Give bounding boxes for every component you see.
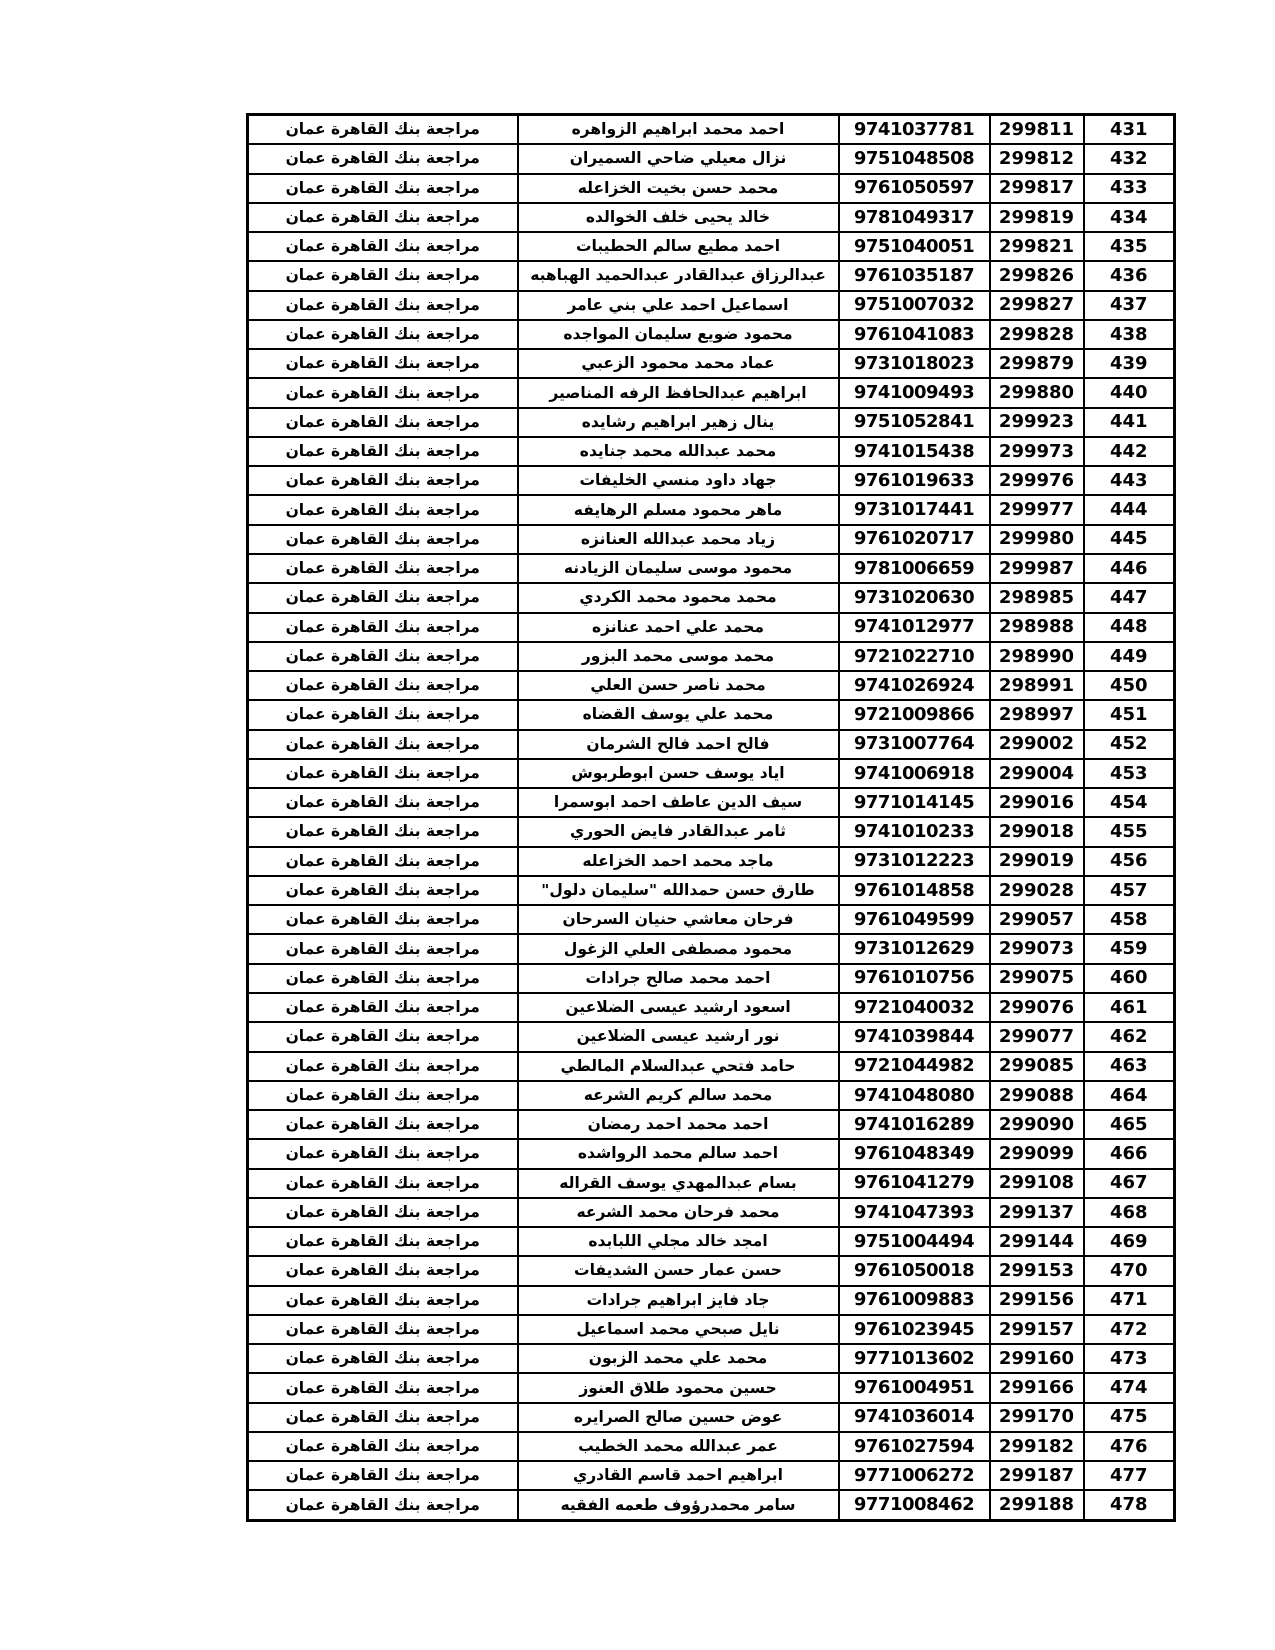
registration-number-cell: 299157: [990, 1315, 1084, 1344]
national-number-cell: 9761041083: [839, 320, 990, 349]
person-name-cell: ابراهيم عبدالحافظ الرفه المناصير: [518, 378, 839, 407]
person-name-cell: ينال زهير ابراهيم رشايده: [518, 408, 839, 437]
table-row: [248, 1227, 1175, 1256]
serial-number-cell: 463: [1084, 1052, 1175, 1081]
bank-review-note-cell: مراجعة بنك القاهرة عمان: [248, 583, 518, 612]
national-number-cell: 9761019633: [839, 466, 990, 495]
registration-number-cell: 298997: [990, 700, 1084, 729]
bank-review-note-cell: مراجعة بنك القاهرة عمان: [248, 495, 518, 524]
serial-number-cell: 431: [1084, 115, 1175, 145]
person-name-cell: نزال معيلي ضاحي السميران: [518, 144, 839, 173]
registration-number-cell: 299821: [990, 232, 1084, 261]
serial-number-cell: 467: [1084, 1169, 1175, 1198]
bank-review-note-cell: مراجعة بنك القاهرة عمان: [248, 1227, 518, 1256]
serial-number-cell: 443: [1084, 466, 1175, 495]
registration-number-cell: 299028: [990, 876, 1084, 905]
serial-number-cell: 433: [1084, 174, 1175, 203]
person-name-cell: عوض حسين صالح الصرايره: [518, 1403, 839, 1432]
serial-number-cell: 436: [1084, 261, 1175, 290]
table-row: [248, 554, 1175, 583]
person-name-cell: عبدالرزاق عبدالقادر عبدالحميد الهباهبه: [518, 261, 839, 290]
registration-number-cell: 299879: [990, 349, 1084, 378]
person-name-cell: فالح احمد فالح الشرمان: [518, 730, 839, 759]
national-number-cell: 9741012977: [839, 613, 990, 642]
serial-number-cell: 470: [1084, 1256, 1175, 1285]
bank-review-note-cell: مراجعة بنك القاهرة عمان: [248, 1344, 518, 1373]
registration-number-cell: 299057: [990, 905, 1084, 934]
registration-number-cell: 299076: [990, 993, 1084, 1022]
table-row: [248, 261, 1175, 290]
bank-review-note-cell: مراجعة بنك القاهرة عمان: [248, 1139, 518, 1168]
person-name-cell: حامد فتحي عبدالسلام المالطي: [518, 1052, 839, 1081]
table-row: [248, 1022, 1175, 1051]
registration-number-cell: 299811: [990, 115, 1084, 145]
person-name-cell: محمد فرحان محمد الشرعه: [518, 1198, 839, 1227]
person-name-cell: طارق حسن حمدالله "سليمان دلول": [518, 876, 839, 905]
serial-number-cell: 475: [1084, 1403, 1175, 1432]
registration-number-cell: 299880: [990, 378, 1084, 407]
serial-number-cell: 446: [1084, 554, 1175, 583]
table-row: [248, 408, 1175, 437]
bank-review-note-cell: مراجعة بنك القاهرة عمان: [248, 1169, 518, 1198]
registration-number-cell: 299002: [990, 730, 1084, 759]
table-row: [248, 993, 1175, 1022]
serial-number-cell: 468: [1084, 1198, 1175, 1227]
registration-number-cell: 299170: [990, 1403, 1084, 1432]
person-name-cell: زياد محمد عبدالله العنانزه: [518, 525, 839, 554]
serial-number-cell: 469: [1084, 1227, 1175, 1256]
registration-number-cell: 298985: [990, 583, 1084, 612]
bank-review-note-cell: مراجعة بنك القاهرة عمان: [248, 1110, 518, 1139]
table-row: [248, 788, 1175, 817]
registration-number-cell: 299108: [990, 1169, 1084, 1198]
person-name-cell: عمر عبدالله محمد الخطيب: [518, 1432, 839, 1461]
registration-number-cell: 299166: [990, 1373, 1084, 1402]
bank-review-note-cell: مراجعة بنك القاهرة عمان: [248, 1432, 518, 1461]
registration-number-cell: 298990: [990, 642, 1084, 671]
person-name-cell: احمد محمد صالح جرادات: [518, 964, 839, 993]
national-number-cell: 9751004494: [839, 1227, 990, 1256]
national-number-cell: 9761050597: [839, 174, 990, 203]
serial-number-cell: 460: [1084, 964, 1175, 993]
table-row: [248, 1373, 1175, 1402]
registration-number-cell: 299137: [990, 1198, 1084, 1227]
table-row: [248, 349, 1175, 378]
national-number-cell: 9771013602: [839, 1344, 990, 1373]
bank-review-note-cell: مراجعة بنك القاهرة عمان: [248, 993, 518, 1022]
national-number-cell: 9741026924: [839, 671, 990, 700]
table-row: [248, 437, 1175, 466]
bank-review-note-cell: مراجعة بنك القاهرة عمان: [248, 817, 518, 846]
table-row: [248, 1081, 1175, 1110]
table-row: [248, 1110, 1175, 1139]
registration-number-cell: 299987: [990, 554, 1084, 583]
person-name-cell: محمد علي احمد عنانزه: [518, 613, 839, 642]
table-row: [248, 671, 1175, 700]
serial-number-cell: 452: [1084, 730, 1175, 759]
table-row: [248, 1432, 1175, 1461]
person-name-cell: اسماعيل احمد علي بني عامر: [518, 291, 839, 320]
table-row: [248, 759, 1175, 788]
bank-review-note-cell: مراجعة بنك القاهرة عمان: [248, 642, 518, 671]
registration-number-cell: 299182: [990, 1432, 1084, 1461]
bank-review-note-cell: مراجعة بنك القاهرة عمان: [248, 144, 518, 173]
national-number-cell: 9731017441: [839, 495, 990, 524]
registration-number-cell: 299160: [990, 1344, 1084, 1373]
national-number-cell: 9751052841: [839, 408, 990, 437]
table-row: [248, 144, 1175, 173]
person-name-cell: احمد مطيع سالم الحطيبات: [518, 232, 839, 261]
serial-number-cell: 440: [1084, 378, 1175, 407]
table-row: [248, 876, 1175, 905]
serial-number-cell: 435: [1084, 232, 1175, 261]
person-name-cell: سامر محمدرؤوف طعمه الفقيه: [518, 1490, 839, 1520]
registration-number-cell: 299976: [990, 466, 1084, 495]
bank-review-note-cell: مراجعة بنك القاهرة عمان: [248, 730, 518, 759]
registration-number-cell: 299827: [990, 291, 1084, 320]
bank-review-note-cell: مراجعة بنك القاهرة عمان: [248, 408, 518, 437]
registration-number-cell: 299187: [990, 1461, 1084, 1490]
national-number-cell: 9741039844: [839, 1022, 990, 1051]
national-number-cell: 9781049317: [839, 203, 990, 232]
serial-number-cell: 472: [1084, 1315, 1175, 1344]
bank-review-note-cell: مراجعة بنك القاهرة عمان: [248, 1373, 518, 1402]
person-name-cell: ماجد محمد احمد الخزاعله: [518, 847, 839, 876]
serial-number-cell: 449: [1084, 642, 1175, 671]
national-number-cell: 9781006659: [839, 554, 990, 583]
national-number-cell: 9721040032: [839, 993, 990, 1022]
serial-number-cell: 458: [1084, 905, 1175, 934]
national-number-cell: 9731012629: [839, 934, 990, 963]
national-number-cell: 9741037781: [839, 115, 990, 145]
national-number-cell: 9721009866: [839, 700, 990, 729]
registration-number-cell: 299099: [990, 1139, 1084, 1168]
registration-number-cell: 299019: [990, 847, 1084, 876]
bank-review-note-cell: مراجعة بنك القاهرة عمان: [248, 1286, 518, 1315]
bank-review-note-cell: مراجعة بنك القاهرة عمان: [248, 1490, 518, 1520]
table-row: [248, 905, 1175, 934]
person-name-cell: محمد علي محمد الزبون: [518, 1344, 839, 1373]
registration-number-cell: 299826: [990, 261, 1084, 290]
table-row: [248, 291, 1175, 320]
national-number-cell: 9761014858: [839, 876, 990, 905]
registration-number-cell: 299018: [990, 817, 1084, 846]
national-number-cell: 9741047393: [839, 1198, 990, 1227]
serial-number-cell: 442: [1084, 437, 1175, 466]
national-number-cell: 9771014145: [839, 788, 990, 817]
person-name-cell: محمود مصطفى العلي الزغول: [518, 934, 839, 963]
national-number-cell: 9741009493: [839, 378, 990, 407]
person-name-cell: محمود موسى سليمان الزيادنه: [518, 554, 839, 583]
national-number-cell: 9731012223: [839, 847, 990, 876]
national-number-cell: 9741016289: [839, 1110, 990, 1139]
bank-review-note-cell: مراجعة بنك القاهرة عمان: [248, 1461, 518, 1490]
table-row: [248, 642, 1175, 671]
table-row: [248, 1344, 1175, 1373]
serial-number-cell: 471: [1084, 1286, 1175, 1315]
national-number-cell: 9731020630: [839, 583, 990, 612]
national-number-cell: 9761048349: [839, 1139, 990, 1168]
national-number-cell: 9741048080: [839, 1081, 990, 1110]
table-row: [248, 1256, 1175, 1285]
registration-number-cell: 299153: [990, 1256, 1084, 1285]
person-name-cell: نايل صبحي محمد اسماعيل: [518, 1315, 839, 1344]
bank-review-note-cell: مراجعة بنك القاهرة عمان: [248, 934, 518, 963]
national-number-cell: 9771006272: [839, 1461, 990, 1490]
table-row: [248, 964, 1175, 993]
serial-number-cell: 456: [1084, 847, 1175, 876]
serial-number-cell: 455: [1084, 817, 1175, 846]
bank-review-note-cell: مراجعة بنك القاهرة عمان: [248, 525, 518, 554]
bank-review-note-cell: مراجعة بنك القاهرة عمان: [248, 320, 518, 349]
person-name-cell: ماهر محمود مسلم الرهايفه: [518, 495, 839, 524]
national-number-cell: 9761050018: [839, 1256, 990, 1285]
registration-number-cell: 299073: [990, 934, 1084, 963]
records-tbody: [248, 115, 1175, 1521]
serial-number-cell: 439: [1084, 349, 1175, 378]
registration-number-cell: 299004: [990, 759, 1084, 788]
bank-review-note-cell: مراجعة بنك القاهرة عمان: [248, 466, 518, 495]
bank-review-note-cell: مراجعة بنك القاهرة عمان: [248, 876, 518, 905]
person-name-cell: خالد يحيى خلف الخوالده: [518, 203, 839, 232]
registration-number-cell: 299088: [990, 1081, 1084, 1110]
registration-number-cell: 299016: [990, 788, 1084, 817]
national-number-cell: 9761027594: [839, 1432, 990, 1461]
person-name-cell: جهاد داود منسي الخليفات: [518, 466, 839, 495]
table-row: [248, 232, 1175, 261]
person-name-cell: احمد محمد ابراهيم الزواهره: [518, 115, 839, 145]
serial-number-cell: 457: [1084, 876, 1175, 905]
national-number-cell: 9761010756: [839, 964, 990, 993]
registration-number-cell: 299090: [990, 1110, 1084, 1139]
national-number-cell: 9741015438: [839, 437, 990, 466]
table-row: [248, 1198, 1175, 1227]
table-row: [248, 613, 1175, 642]
person-name-cell: نور ارشيد عيسى الضلاعين: [518, 1022, 839, 1051]
bank-review-note-cell: مراجعة بنك القاهرة عمان: [248, 261, 518, 290]
person-name-cell: بسام عبدالمهدي يوسف القراله: [518, 1169, 839, 1198]
person-name-cell: احمد محمد احمد رمضان: [518, 1110, 839, 1139]
bank-review-note-cell: مراجعة بنك القاهرة عمان: [248, 905, 518, 934]
serial-number-cell: 434: [1084, 203, 1175, 232]
bank-review-note-cell: مراجعة بنك القاهرة عمان: [248, 554, 518, 583]
person-name-cell: ثامر عبدالقادر فايض الحوري: [518, 817, 839, 846]
table-row: [248, 174, 1175, 203]
records-table: [246, 113, 1176, 1522]
person-name-cell: محمد محمود محمد الكردي: [518, 583, 839, 612]
bank-review-note-cell: مراجعة بنك القاهرة عمان: [248, 847, 518, 876]
table-row: [248, 1490, 1175, 1520]
serial-number-cell: 466: [1084, 1139, 1175, 1168]
table-row: [248, 700, 1175, 729]
bank-review-note-cell: مراجعة بنك القاهرة عمان: [248, 232, 518, 261]
registration-number-cell: 299188: [990, 1490, 1084, 1520]
national-number-cell: 9721022710: [839, 642, 990, 671]
bank-review-note-cell: مراجعة بنك القاهرة عمان: [248, 1081, 518, 1110]
registration-number-cell: 299077: [990, 1022, 1084, 1051]
national-number-cell: 9741006918: [839, 759, 990, 788]
bank-review-note-cell: مراجعة بنك القاهرة عمان: [248, 1256, 518, 1285]
table-row: [248, 378, 1175, 407]
serial-number-cell: 453: [1084, 759, 1175, 788]
person-name-cell: امجد خالد مجلي اللبابده: [518, 1227, 839, 1256]
person-name-cell: اسعود ارشيد عيسى الضلاعين: [518, 993, 839, 1022]
bank-review-note-cell: مراجعة بنك القاهرة عمان: [248, 203, 518, 232]
national-number-cell: 9741036014: [839, 1403, 990, 1432]
serial-number-cell: 461: [1084, 993, 1175, 1022]
bank-review-note-cell: مراجعة بنك القاهرة عمان: [248, 1403, 518, 1432]
bank-review-note-cell: مراجعة بنك القاهرة عمان: [248, 378, 518, 407]
table-row: [248, 1052, 1175, 1081]
registration-number-cell: 299819: [990, 203, 1084, 232]
registration-number-cell: 298988: [990, 613, 1084, 642]
serial-number-cell: 477: [1084, 1461, 1175, 1490]
person-name-cell: ابراهيم احمد قاسم القادري: [518, 1461, 839, 1490]
national-number-cell: 9721044982: [839, 1052, 990, 1081]
registration-number-cell: 299973: [990, 437, 1084, 466]
table-row: [248, 730, 1175, 759]
bank-review-note-cell: مراجعة بنك القاهرة عمان: [248, 759, 518, 788]
national-number-cell: 9741010233: [839, 817, 990, 846]
person-name-cell: جاد فايز ابراهيم جرادات: [518, 1286, 839, 1315]
national-number-cell: 9761004951: [839, 1373, 990, 1402]
person-name-cell: سيف الدين عاطف احمد ابوسمرا: [518, 788, 839, 817]
registration-number-cell: 299828: [990, 320, 1084, 349]
serial-number-cell: 454: [1084, 788, 1175, 817]
table-row: [248, 1315, 1175, 1344]
national-number-cell: 9761020717: [839, 525, 990, 554]
person-name-cell: احمد سالم محمد الرواشده: [518, 1139, 839, 1168]
person-name-cell: محمد علي يوسف القضاه: [518, 700, 839, 729]
bank-review-note-cell: مراجعة بنك القاهرة عمان: [248, 291, 518, 320]
table-row: [248, 466, 1175, 495]
table-row: [248, 203, 1175, 232]
person-name-cell: محمد حسن بخيت الخزاعله: [518, 174, 839, 203]
bank-review-note-cell: مراجعة بنك القاهرة عمان: [248, 349, 518, 378]
serial-number-cell: 459: [1084, 934, 1175, 963]
person-name-cell: فرحان معاشي حنيان السرحان: [518, 905, 839, 934]
table-row: [248, 115, 1175, 145]
bank-review-note-cell: مراجعة بنك القاهرة عمان: [248, 437, 518, 466]
table-row: [248, 1286, 1175, 1315]
registration-number-cell: 299156: [990, 1286, 1084, 1315]
serial-number-cell: 473: [1084, 1344, 1175, 1373]
serial-number-cell: 465: [1084, 1110, 1175, 1139]
table-row: [248, 1461, 1175, 1490]
bank-review-note-cell: مراجعة بنك القاهرة عمان: [248, 1198, 518, 1227]
national-number-cell: 9771008462: [839, 1490, 990, 1520]
bank-review-note-cell: مراجعة بنك القاهرة عمان: [248, 788, 518, 817]
national-number-cell: 9731007764: [839, 730, 990, 759]
table-row: [248, 320, 1175, 349]
national-number-cell: 9751040051: [839, 232, 990, 261]
table-row: [248, 525, 1175, 554]
table-row: [248, 495, 1175, 524]
serial-number-cell: 437: [1084, 291, 1175, 320]
bank-review-note-cell: مراجعة بنك القاهرة عمان: [248, 1315, 518, 1344]
serial-number-cell: 432: [1084, 144, 1175, 173]
national-number-cell: 9761023945: [839, 1315, 990, 1344]
national-number-cell: 9761009883: [839, 1286, 990, 1315]
person-name-cell: حسن عمار حسن الشديفات: [518, 1256, 839, 1285]
table-row: [248, 1139, 1175, 1168]
national-number-cell: 9751007032: [839, 291, 990, 320]
serial-number-cell: 441: [1084, 408, 1175, 437]
bank-review-note-cell: مراجعة بنك القاهرة عمان: [248, 174, 518, 203]
serial-number-cell: 462: [1084, 1022, 1175, 1051]
person-name-cell: محمد موسى محمد البزور: [518, 642, 839, 671]
bank-review-note-cell: مراجعة بنك القاهرة عمان: [248, 964, 518, 993]
serial-number-cell: 444: [1084, 495, 1175, 524]
person-name-cell: محمد سالم كريم الشرعه: [518, 1081, 839, 1110]
registration-number-cell: 299085: [990, 1052, 1084, 1081]
serial-number-cell: 448: [1084, 613, 1175, 642]
person-name-cell: محمود ضويع سليمان المواجده: [518, 320, 839, 349]
bank-review-note-cell: مراجعة بنك القاهرة عمان: [248, 1052, 518, 1081]
person-name-cell: حسين محمود طلاق العنوز: [518, 1373, 839, 1402]
serial-number-cell: 450: [1084, 671, 1175, 700]
serial-number-cell: 478: [1084, 1490, 1175, 1520]
table-row: [248, 1169, 1175, 1198]
registration-number-cell: 299923: [990, 408, 1084, 437]
national-number-cell: 9761049599: [839, 905, 990, 934]
table-row: [248, 847, 1175, 876]
table-row: [248, 1403, 1175, 1432]
bank-review-note-cell: مراجعة بنك القاهرة عمان: [248, 700, 518, 729]
serial-number-cell: 476: [1084, 1432, 1175, 1461]
registration-number-cell: 299980: [990, 525, 1084, 554]
table-row: [248, 583, 1175, 612]
registration-number-cell: 299075: [990, 964, 1084, 993]
serial-number-cell: 464: [1084, 1081, 1175, 1110]
table-row: [248, 817, 1175, 846]
person-name-cell: اياد يوسف حسن ابوطربوش: [518, 759, 839, 788]
person-name-cell: محمد عبدالله محمد جنايده: [518, 437, 839, 466]
registration-number-cell: 299817: [990, 174, 1084, 203]
national-number-cell: 9751048508: [839, 144, 990, 173]
national-number-cell: 9761035187: [839, 261, 990, 290]
bank-review-note-cell: مراجعة بنك القاهرة عمان: [248, 115, 518, 145]
table-row: [248, 934, 1175, 963]
person-name-cell: عماد محمد محمود الزعبي: [518, 349, 839, 378]
serial-number-cell: 447: [1084, 583, 1175, 612]
bank-review-note-cell: مراجعة بنك القاهرة عمان: [248, 1022, 518, 1051]
registration-number-cell: 298991: [990, 671, 1084, 700]
registration-number-cell: 299812: [990, 144, 1084, 173]
person-name-cell: محمد ناصر حسن العلي: [518, 671, 839, 700]
registration-number-cell: 299977: [990, 495, 1084, 524]
serial-number-cell: 445: [1084, 525, 1175, 554]
bank-review-note-cell: مراجعة بنك القاهرة عمان: [248, 613, 518, 642]
serial-number-cell: 474: [1084, 1373, 1175, 1402]
serial-number-cell: 451: [1084, 700, 1175, 729]
serial-number-cell: 438: [1084, 320, 1175, 349]
national-number-cell: 9731018023: [839, 349, 990, 378]
registration-number-cell: 299144: [990, 1227, 1084, 1256]
bank-review-note-cell: مراجعة بنك القاهرة عمان: [248, 671, 518, 700]
national-number-cell: 9761041279: [839, 1169, 990, 1198]
